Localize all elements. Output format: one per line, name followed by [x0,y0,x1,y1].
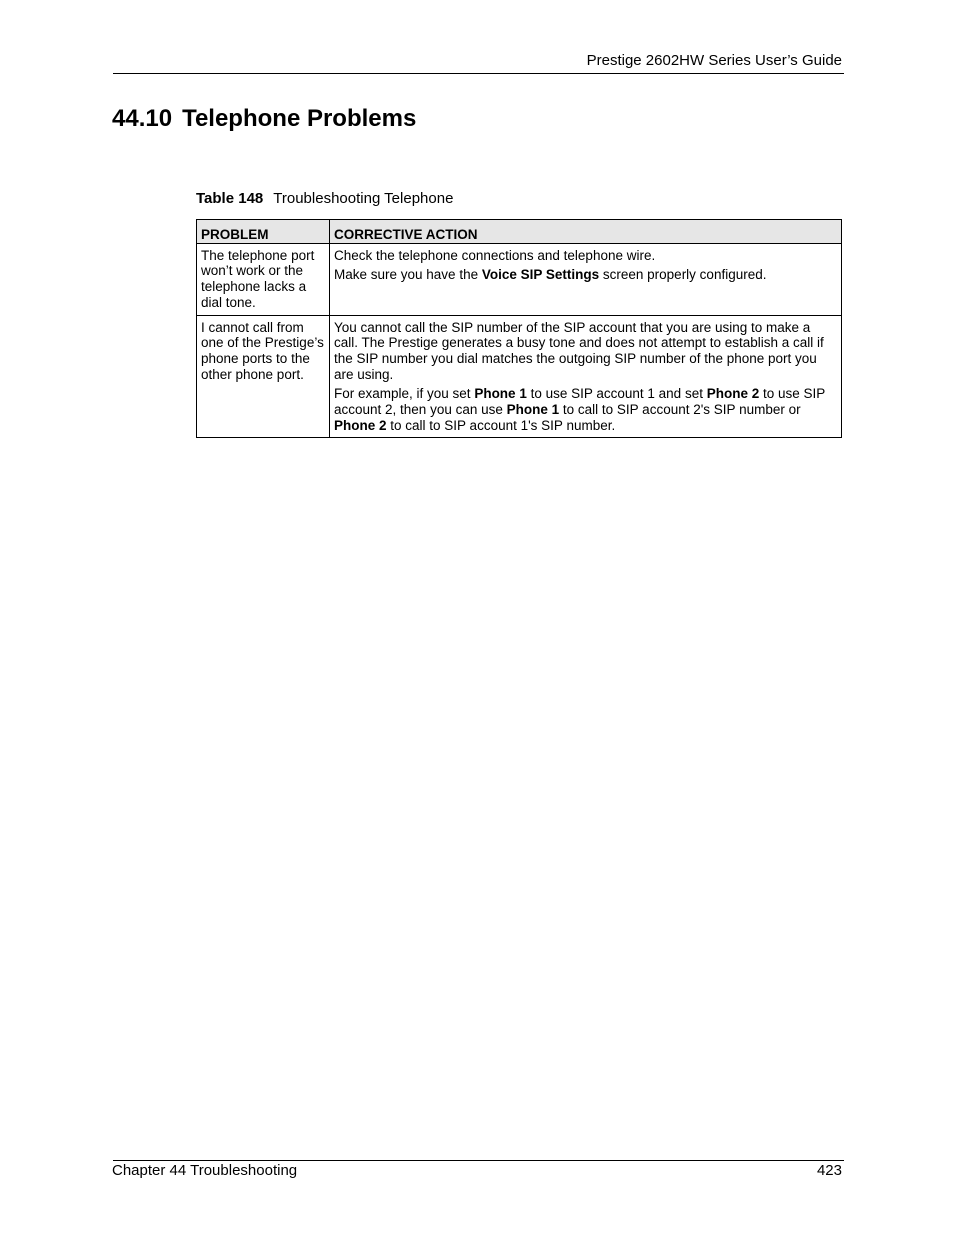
section-title: Telephone Problems [182,105,417,132]
header-rule [113,73,844,74]
section-heading [112,104,416,134]
table-caption-text: Troubleshooting Telephone [273,190,454,207]
column-header-corrective-action: CORRECTIVE ACTION [330,220,842,244]
ui-term-phone-2: Phone 2 [706,386,760,402]
problem-cell: I cannot call from one of the Prestige’s phone ports to the other phone port. [197,315,330,438]
ui-term-phone-1: Phone 1 [506,402,560,418]
text-run: to call to SIP account 2's SIP number or [559,402,801,418]
table-row [197,243,842,315]
text-run: screen properly configured. [599,267,767,283]
action-paragraph: You cannot call the SIP number of the SIP account that you are using to make a call. The Prestige generates a busy tone and does not attempt to establish a call if the SIP number you dial matches the outgoing SIP number of the phone port you are using. [334,319,824,382]
page-number: 423 [816,1162,842,1179]
running-header: Prestige 2602HW Series User’s Guide [586,52,842,69]
action-paragraph [334,267,837,283]
problem-cell: The telephone port won’t work or the telephone lacks a dial tone. [197,243,330,315]
action-paragraph: Check the telephone connections and telephone wire. [334,247,656,263]
column-header-problem: PROBLEM [197,220,330,244]
text-run: Make sure you have the [334,267,482,283]
text-run: to use SIP account 1 and set [526,386,707,402]
table-caption [196,190,453,208]
action-paragraph [334,386,837,433]
text-run: to use SIP account 2, then you can use [334,386,826,418]
table-row [197,315,842,438]
ui-term-voice-sip-settings: Voice SIP Settings [481,267,600,283]
table-caption-label: Table 148 [196,190,264,207]
table-header-row [197,220,842,244]
section-number: 44.10 [112,105,173,132]
action-cell [330,315,842,438]
footer-chapter: Chapter 44 Troubleshooting [112,1162,298,1179]
text-run: to call to SIP account 1's SIP number. [386,417,616,433]
troubleshooting-table [196,219,842,438]
ui-term-phone-1: Phone 1 [474,386,527,402]
action-cell [330,243,842,315]
text-run: For example, if you set [334,386,475,402]
ui-term-phone-2: Phone 2 [334,417,387,433]
footer-rule [113,1160,844,1161]
